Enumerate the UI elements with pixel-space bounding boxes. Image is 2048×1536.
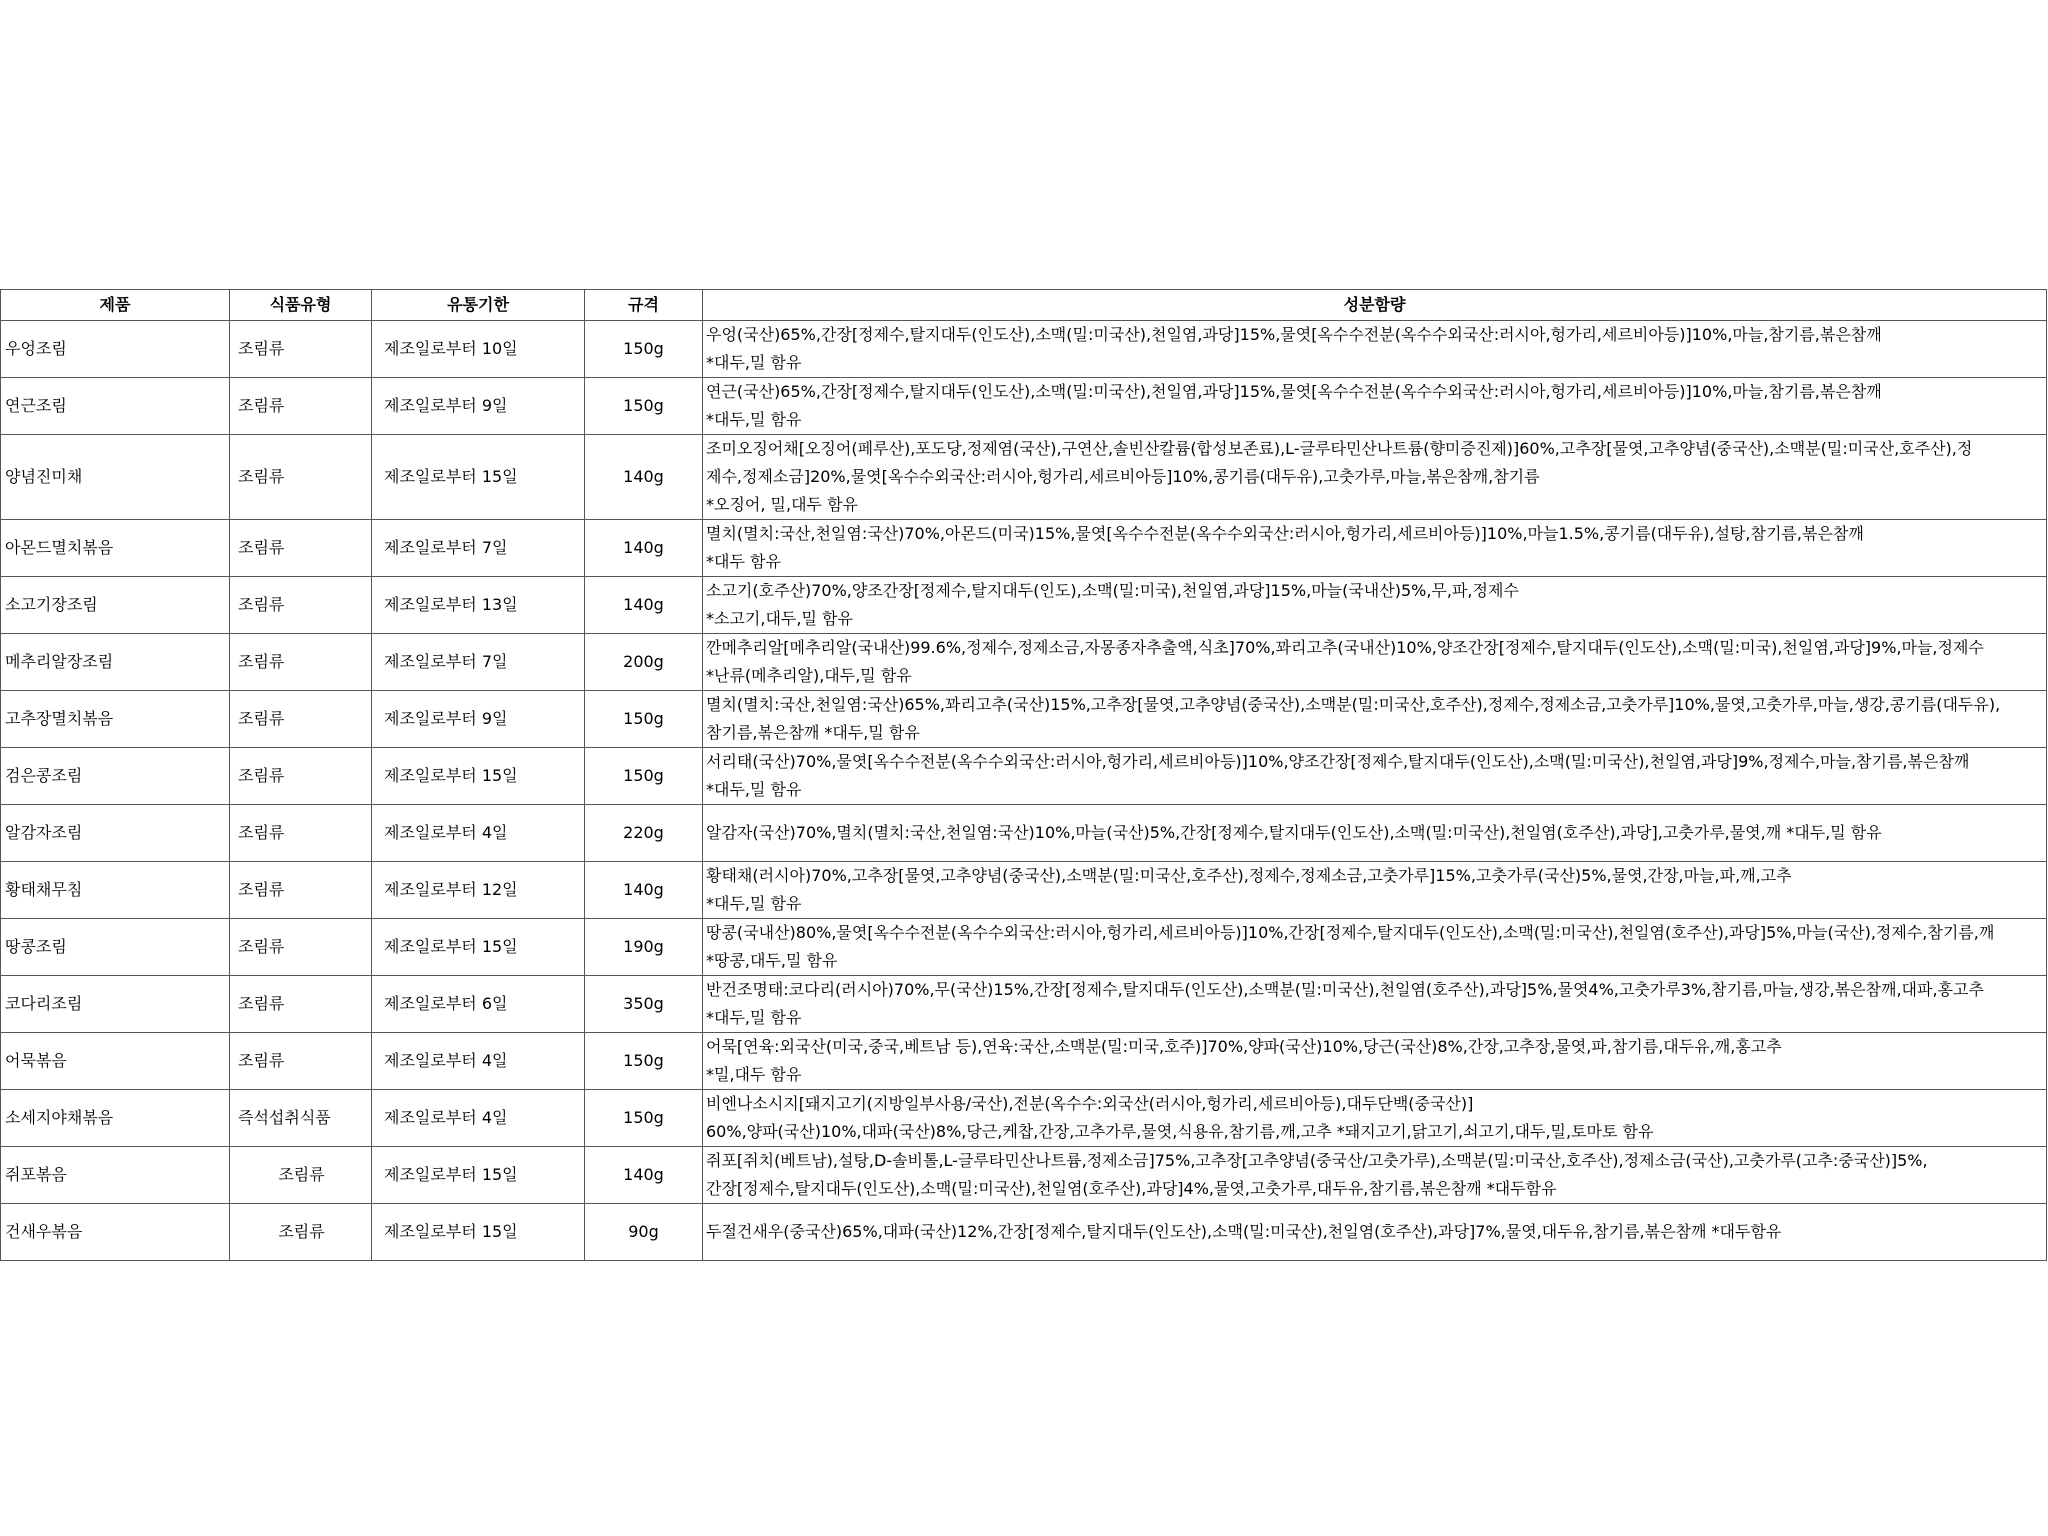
food-type-cell: 조림류 xyxy=(230,748,372,805)
food-type-cell: 조림류 xyxy=(230,577,372,634)
size-cell: 140g xyxy=(585,577,703,634)
table-row xyxy=(1,919,2047,976)
ingredients-line: *대두,밀 함유 xyxy=(706,780,802,799)
product-name-cell: 검은콩조림 xyxy=(1,748,230,805)
table-row xyxy=(1,634,2047,691)
ingredients-line: *난류(메추리알),대두,밀 함유 xyxy=(706,666,912,685)
size-cell: 220g xyxy=(585,805,703,862)
shelf-life-cell: 제조일로부터 15일 xyxy=(372,435,585,520)
ingredients-cell xyxy=(703,577,2047,634)
ingredients-cell xyxy=(703,919,2047,976)
table-row xyxy=(1,1204,2047,1261)
ingredients-line: *대두,밀 함유 xyxy=(706,353,802,372)
product-name-cell: 건새우볶음 xyxy=(1,1204,230,1261)
ingredients-line: *대두,밀 함유 xyxy=(706,1008,802,1027)
product-table xyxy=(0,289,2047,1261)
ingredients-cell xyxy=(703,691,2047,748)
ingredients-line: 황태채(러시아)70%,고추장[물엿,고추양념(중국산),소맥분(밀:미국산,호주산),정제수,정제소금,고춧가루]15%,고춧가루(국산)5%,물엿,간장,마늘,파,깨,고추 xyxy=(706,866,1792,885)
ingredients-line: 어묵[연육:외국산(미국,중국,베트남 등),연육:국산,소맥분(밀:미국,호주)]70%,양파(국산)10%,당근(국산)8%,간장,고추장,물엿,파,참기름,대두유,깨,홍고추 xyxy=(706,1037,1782,1056)
ingredients-line: 두절건새우(중국산)65%,대파(국산)12%,간장[정제수,탈지대두(인도산),소맥(밀:미국산),천일염(호주산),과당]7%,물엿,대두유,참기름,볶은참깨 *대두함유 xyxy=(706,1222,1782,1241)
ingredients-line: *대두 함유 xyxy=(706,552,781,571)
header-product: 제품 xyxy=(1,290,230,321)
shelf-life-cell: 제조일로부터 9일 xyxy=(372,378,585,435)
ingredients-cell xyxy=(703,862,2047,919)
size-cell: 140g xyxy=(585,520,703,577)
food-type-cell: 조림류 xyxy=(230,976,372,1033)
food-type-cell: 조림류 xyxy=(230,805,372,862)
ingredients-line: *대두,밀 함유 xyxy=(706,894,802,913)
food-type-cell: 조림류 xyxy=(230,634,372,691)
product-name-cell: 아몬드멸치볶음 xyxy=(1,520,230,577)
header-size: 규격 xyxy=(585,290,703,321)
size-cell: 150g xyxy=(585,321,703,378)
table-row xyxy=(1,520,2047,577)
table-row xyxy=(1,1147,2047,1204)
ingredients-line: 쥐포[쥐치(베트남),설탕,D-솔비톨,L-글루타민산나트륨,정제소금]75%,고추장[고추양념(중국산/고춧가루),소맥분(밀:미국산,호주산),정제소금(국산),고춧가루(고추:중국산)]5%, xyxy=(706,1151,1928,1170)
ingredients-cell xyxy=(703,1147,2047,1204)
ingredients-cell xyxy=(703,805,2047,862)
ingredients-cell xyxy=(703,321,2047,378)
ingredients-line: 서리태(국산)70%,물엿[옥수수전분(옥수수외국산:러시아,헝가리,세르비아등)]10%,양조간장[정제수,탈지대두(인도산),소맥(밀:미국산),천일염,과당]9%,정제수,마늘,참기름,볶은참깨 xyxy=(706,752,1970,771)
food-type-cell: 조림류 xyxy=(230,1204,372,1261)
product-name-cell: 알감자조림 xyxy=(1,805,230,862)
header-row xyxy=(1,290,2047,321)
ingredients-line: *대두,밀 함유 xyxy=(706,410,802,429)
ingredients-cell xyxy=(703,976,2047,1033)
ingredients-line: 멸치(멸치:국산,천일염:국산)65%,꽈리고추(국산)15%,고추장[물엿,고추양념(중국산),소맥분(밀:미국산,호주산),정제수,정제소금,고춧가루]10%,물엿,고춧가루,마늘,생강,콩기름(대두유), xyxy=(706,695,2001,714)
header-food-type: 식품유형 xyxy=(230,290,372,321)
ingredients-line: *오징어, 밀,대두 함유 xyxy=(706,495,858,514)
table-row xyxy=(1,805,2047,862)
shelf-life-cell: 제조일로부터 15일 xyxy=(372,919,585,976)
ingredients-cell xyxy=(703,634,2047,691)
product-name-cell: 쥐포볶음 xyxy=(1,1147,230,1204)
shelf-life-cell: 제조일로부터 15일 xyxy=(372,1204,585,1261)
product-name-cell: 코다리조림 xyxy=(1,976,230,1033)
ingredients-cell xyxy=(703,1033,2047,1090)
shelf-life-cell: 제조일로부터 12일 xyxy=(372,862,585,919)
shelf-life-cell: 제조일로부터 10일 xyxy=(372,321,585,378)
ingredients-cell xyxy=(703,378,2047,435)
product-name-cell: 어묵볶음 xyxy=(1,1033,230,1090)
food-type-cell: 조림류 xyxy=(230,1147,372,1204)
food-type-cell: 조림류 xyxy=(230,520,372,577)
size-cell: 90g xyxy=(585,1204,703,1261)
shelf-life-cell: 제조일로부터 4일 xyxy=(372,1090,585,1147)
product-name-cell: 소고기장조림 xyxy=(1,577,230,634)
shelf-life-cell: 제조일로부터 7일 xyxy=(372,520,585,577)
ingredients-line: 연근(국산)65%,간장[정제수,탈지대두(인도산),소맥(밀:미국산),천일염,과당]15%,물엿[옥수수전분(옥수수외국산:러시아,헝가리,세르비아등)]10%,마늘,참기름,볶은참깨 xyxy=(706,382,1882,401)
size-cell: 150g xyxy=(585,1090,703,1147)
size-cell: 350g xyxy=(585,976,703,1033)
table-body xyxy=(1,321,2047,1261)
table-row xyxy=(1,691,2047,748)
shelf-life-cell: 제조일로부터 13일 xyxy=(372,577,585,634)
ingredients-line: *땅콩,대두,밀 함유 xyxy=(706,951,838,970)
product-name-cell: 양념진미채 xyxy=(1,435,230,520)
ingredients-line: 알감자(국산)70%,멸치(멸치:국산,천일염:국산)10%,마늘(국산)5%,간장[정제수,탈지대두(인도산),소맥(밀:미국산),천일염(호주산),과당],고춧가루,물엿,깨 *대두,밀 함유 xyxy=(706,823,1882,842)
ingredients-line: 제수,정제소금]20%,물엿[옥수수외국산:러시아,헝가리,세르비아등]10%,콩기름(대두유),고춧가루,마늘,볶은참깨,참기름 xyxy=(706,467,1540,486)
table-row xyxy=(1,976,2047,1033)
size-cell: 150g xyxy=(585,378,703,435)
ingredients-cell xyxy=(703,1090,2047,1147)
ingredients-line: 깐메추리알[메추리알(국내산)99.6%,정제수,정제소금,자몽종자추출액,식초]70%,꽈리고추(국내산)10%,양조간장[정제수,탈지대두(인도산),소맥(밀:미국),천일염,과당]9%,마늘,정제수 xyxy=(706,638,1984,657)
product-name-cell: 황태채무침 xyxy=(1,862,230,919)
header-shelf-life: 유통기한 xyxy=(372,290,585,321)
product-name-cell: 연근조림 xyxy=(1,378,230,435)
ingredients-line: 우엉(국산)65%,간장[정제수,탈지대두(인도산),소맥(밀:미국산),천일염,과당]15%,물엿[옥수수전분(옥수수외국산:러시아,헝가리,세르비아등)]10%,마늘,참기름,볶은참깨 xyxy=(706,325,1882,344)
shelf-life-cell: 제조일로부터 7일 xyxy=(372,634,585,691)
ingredients-line: 땅콩(국내산)80%,물엿[옥수수전분(옥수수외국산:러시아,헝가리,세르비아등)]10%,간장[정제수,탈지대두(인도산),소맥(밀:미국산),천일염(호주산),과당]5%,마늘(국산),정제수,참기름,깨 xyxy=(706,923,1995,942)
ingredients-line: *밀,대두 함유 xyxy=(706,1065,802,1084)
food-type-cell: 조림류 xyxy=(230,321,372,378)
shelf-life-cell: 제조일로부터 4일 xyxy=(372,1033,585,1090)
food-type-cell: 조림류 xyxy=(230,691,372,748)
shelf-life-cell: 제조일로부터 15일 xyxy=(372,1147,585,1204)
size-cell: 140g xyxy=(585,1147,703,1204)
ingredients-line: 조미오징어채[오징어(페루산),포도당,정제염(국산),구연산,솔빈산칼륨(합성보존료),L-글루타민산나트륨(향미증진제)]60%,고추장[물엿,고추양념(중국산),소맥분(밀:미국산,호주산),정 xyxy=(706,439,1973,458)
table-row xyxy=(1,1033,2047,1090)
ingredients-cell xyxy=(703,520,2047,577)
food-type-cell: 조림류 xyxy=(230,378,372,435)
product-name-cell: 소세지야채볶음 xyxy=(1,1090,230,1147)
ingredients-line: *소고기,대두,밀 함유 xyxy=(706,609,853,628)
size-cell: 140g xyxy=(585,862,703,919)
product-name-cell: 고추장멸치볶음 xyxy=(1,691,230,748)
size-cell: 140g xyxy=(585,435,703,520)
size-cell: 150g xyxy=(585,1033,703,1090)
food-type-cell: 조림류 xyxy=(230,919,372,976)
food-type-cell: 즉석섭취식품 xyxy=(230,1090,372,1147)
ingredients-line: 반건조명태:코다리(러시아)70%,무(국산)15%,간장[정제수,탈지대두(인도산),소맥분(밀:미국산),천일염(호주산),과당]5%,물엿4%,고춧가루3%,참기름,마늘,생강,볶은참깨,대파,홍고추 xyxy=(706,980,1984,999)
ingredients-cell xyxy=(703,435,2047,520)
food-type-cell: 조림류 xyxy=(230,435,372,520)
table-row xyxy=(1,1090,2047,1147)
product-name-cell: 땅콩조림 xyxy=(1,919,230,976)
ingredients-line: 비엔나소시지[돼지고기(지방일부사용/국산),전분(옥수수:외국산(러시아,헝가리,세르비아등),대두단백(중국산)] xyxy=(706,1094,1474,1113)
ingredients-line: 60%,양파(국산)10%,대파(국산)8%,당근,케찹,간장,고추가루,물엿,식용유,참기름,깨,고추 *돼지고기,닭고기,쇠고기,대두,밀,토마토 함유 xyxy=(706,1122,1654,1141)
shelf-life-cell: 제조일로부터 4일 xyxy=(372,805,585,862)
ingredients-cell xyxy=(703,748,2047,805)
product-spec-sheet xyxy=(0,289,2046,1261)
table-row xyxy=(1,748,2047,805)
shelf-life-cell: 제조일로부터 15일 xyxy=(372,748,585,805)
ingredients-line: 소고기(호주산)70%,양조간장[정제수,탈지대두(인도),소맥(밀:미국),천일염,과당]15%,마늘(국내산)5%,무,파,정제수 xyxy=(706,581,1519,600)
table-row xyxy=(1,321,2047,378)
product-name-cell: 메추리알장조림 xyxy=(1,634,230,691)
size-cell: 150g xyxy=(585,691,703,748)
size-cell: 150g xyxy=(585,748,703,805)
size-cell: 200g xyxy=(585,634,703,691)
shelf-life-cell: 제조일로부터 6일 xyxy=(372,976,585,1033)
food-type-cell: 조림류 xyxy=(230,1033,372,1090)
ingredients-line: 간장[정제수,탈지대두(인도산),소맥(밀:미국산),천일염(호주산),과당]4%,물엿,고춧가루,대두유,참기름,볶은참깨 *대두함유 xyxy=(706,1179,1557,1198)
product-name-cell: 우엉조림 xyxy=(1,321,230,378)
table-row xyxy=(1,862,2047,919)
header-ingredients: 성분함량 xyxy=(703,290,2047,321)
table-row xyxy=(1,435,2047,520)
shelf-life-cell: 제조일로부터 9일 xyxy=(372,691,585,748)
table-row xyxy=(1,378,2047,435)
ingredients-line: 참기름,볶은참깨 *대두,밀 함유 xyxy=(706,723,920,742)
food-type-cell: 조림류 xyxy=(230,862,372,919)
size-cell: 190g xyxy=(585,919,703,976)
table-row xyxy=(1,577,2047,634)
ingredients-cell xyxy=(703,1204,2047,1261)
ingredients-line: 멸치(멸치:국산,천일염:국산)70%,아몬드(미국)15%,물엿[옥수수전분(옥수수외국산:러시아,헝가리,세르비아등)]10%,마늘1.5%,콩기름(대두유),설탕,참기름,볶은참깨 xyxy=(706,524,1864,543)
